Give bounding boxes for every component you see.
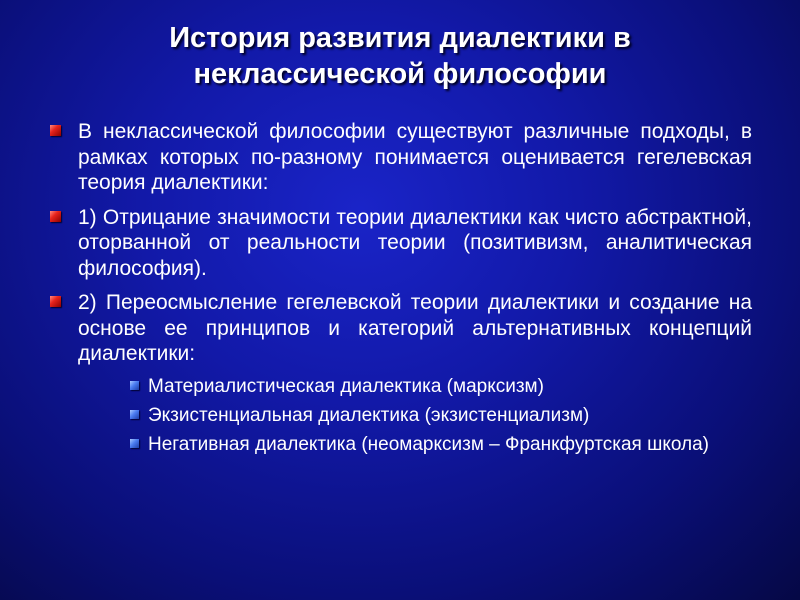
sub-bullet-square-icon [130,381,139,390]
bullet-text: 1) Отрицание значимости теории диалектики как чисто абстрактной, оторванной от реальности теории (позитивизм, аналитическая философия). [78,205,752,280]
slide-content [48,119,752,462]
bullet-item [48,119,752,196]
bullet-square-icon [50,296,61,307]
sub-bullet-item [128,433,752,456]
bullet-square-icon [50,125,61,136]
sub-bullet-text: Экзистенциальная диалектика (экзистенциализм) [148,404,590,426]
bullet-item [48,205,752,282]
bullet-square-icon [50,211,61,222]
sub-bullet-square-icon [130,439,139,448]
slide-title [60,20,740,92]
sub-bullet-item [128,404,752,427]
sub-bullet-text: Негативная диалектика (неомарксизм – Франкфуртская школа) [148,433,710,455]
slide-title-line-2: неклассической философии [193,58,607,90]
bullet-text: 2) Переосмысление гегелевской теории диалектики и создание на основе ее принципов и категорий альтернативных концепций диалектики: [78,291,752,365]
sub-bullet-item [128,375,752,398]
bullet-text: В неклассической философии существуют различные подходы, в рамках которых по-разному понимается оценивается гегелевская теория диалектики: [78,120,752,194]
sub-bullet-text: Материалистическая диалектика (марксизм) [148,375,544,397]
slide-title-line-1: История развития диалектики в [169,22,631,54]
sub-bullet-list [48,375,752,456]
sub-bullet-square-icon [130,410,139,419]
bullet-item [48,290,752,367]
